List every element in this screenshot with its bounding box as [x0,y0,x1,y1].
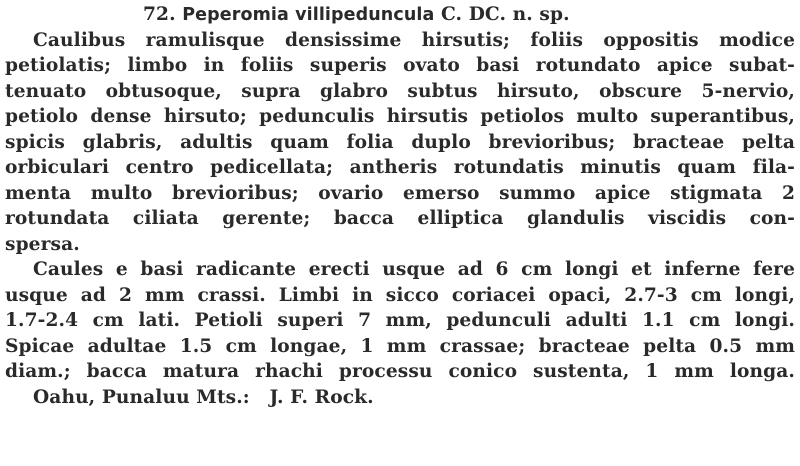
description-line: 1.7-2.4 cm lati. Petioli superi 7 mm, pedunculi adulti 1.1 cm longi. [5,310,795,331]
description-line: Caules e basi radicante erecti usque ad 6 cm longi et inferne fere [33,259,795,280]
diagnosis-line: menta multo brevioribus; ovario emerso summo apice stigmata 2 [5,182,795,204]
diagnosis-line: tenuato obtusoque, supra glabro subtus hirsuto, obscure 5-nervio, [5,80,795,102]
diagnosis-line: spersa. [5,233,80,255]
species-heading [5,2,795,28]
collector-name: J. F. Rock. [269,386,374,408]
diagnosis-line: petiolo dense hirsuto; pedunculis hirsutis petiolos multo superantibus, [5,106,795,127]
locality-line [5,385,795,411]
diagnosis-line: rotundata ciliata gerente; bacca elliptica glandulis viscidis con- [5,208,795,229]
species-number: 72. [143,4,176,25]
description-paragraph [5,257,795,385]
diagnosis-line: Caulibus ramulisque densissime hirsutis; foliis oppositis modice [33,29,795,51]
locality-place: Oahu, Punaluu Mts.: [33,386,250,408]
description-line: diam.; bacca matura rhachi processu conico sustenta, 1 mm longa. [5,361,795,382]
description-line: usque ad 2 mm crassi. Limbi in sicco coriacei opaci, 2.7-3 cm longi, [5,284,795,306]
species-authority: C. DC. n. sp. [440,4,570,25]
diagnosis-line: petiolatis; limbo in foliis superis ovato basi rotundato apice subat- [5,55,795,76]
species-entry [5,2,795,410]
diagnosis-line: spicis glabris, adultis quam folia duplo brevioribus; bracteae pelta [5,131,795,153]
diagnosis-line: orbiculari centro pedicellata; antheris rotundatis minutis quam fila- [5,157,795,178]
description-line: Spicae adultae 1.5 cm longae, 1 mm crassae; bracteae pelta 0.5 mm [5,335,795,357]
latin-diagnosis [5,28,795,258]
species-name: Peperomia villipeduncula [182,5,435,25]
